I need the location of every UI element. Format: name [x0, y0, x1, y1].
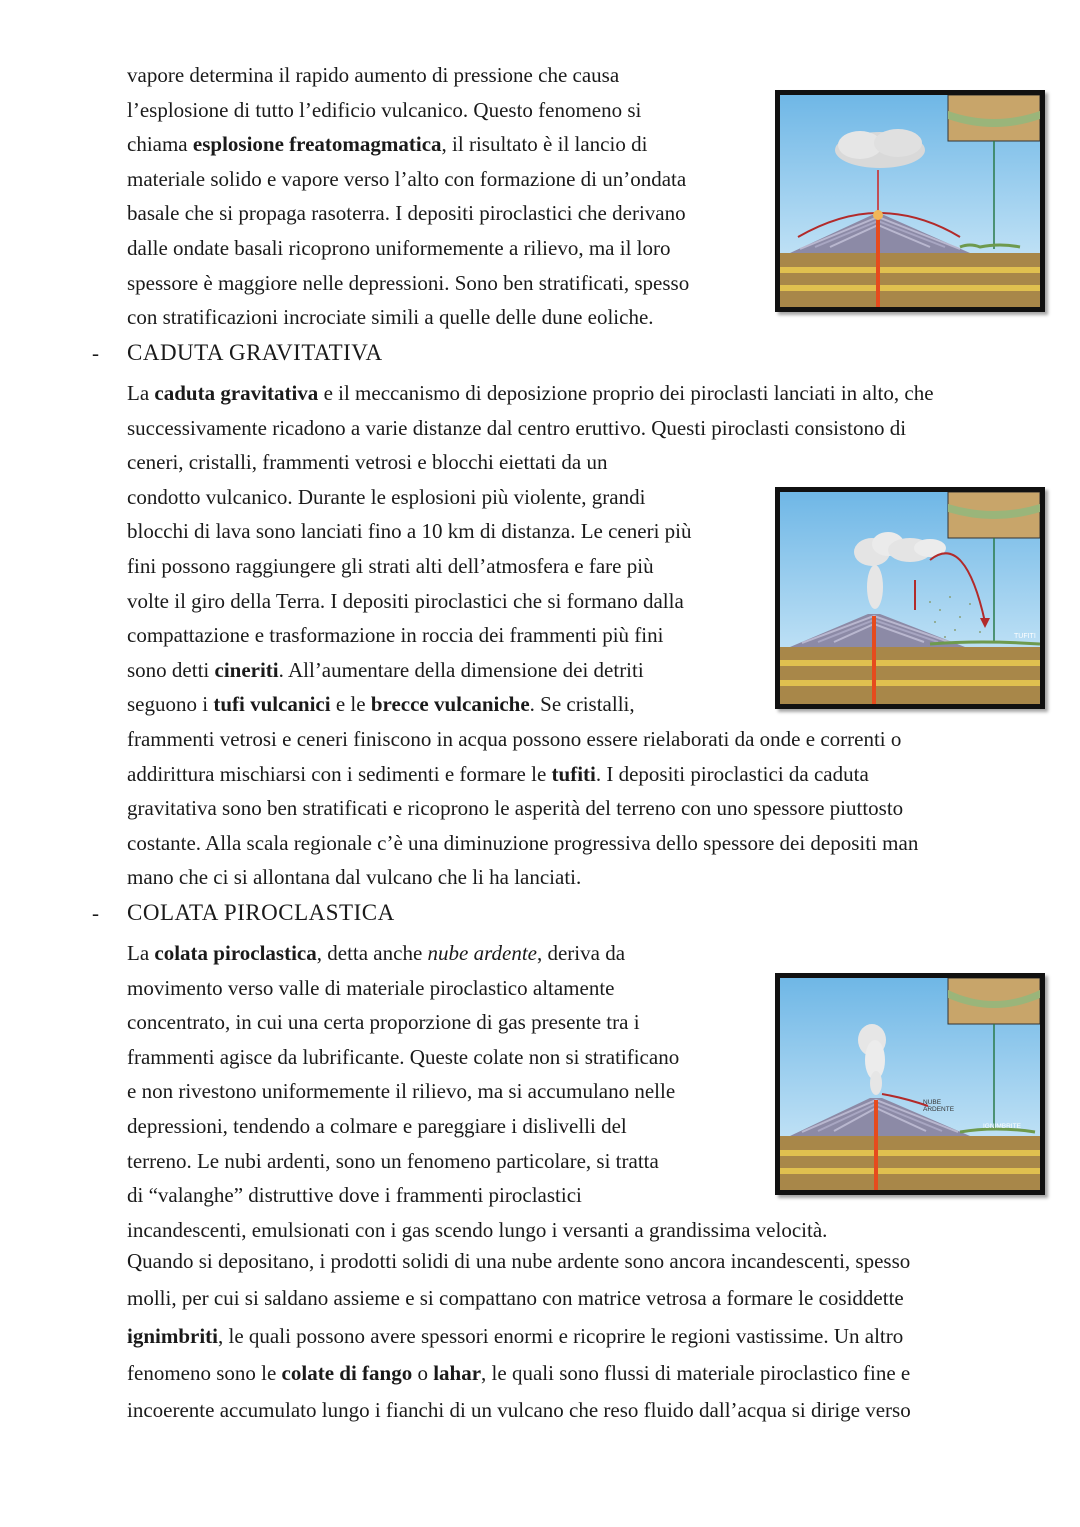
list-dash: - — [92, 341, 99, 365]
text-line — [127, 826, 918, 860]
ardente-label: ARDENTE — [923, 1106, 955, 1113]
text-run: fini possono raggiungere gli strati alti dell’atmosfera e fare più — [127, 554, 654, 578]
text-run: concentrato, in cui una certa proporzione di gas presente tra i — [127, 1010, 640, 1034]
text-run: chiama — [127, 132, 193, 156]
text-line — [127, 127, 647, 161]
text-run: blocchi di lava sono lanciati fino a 10 km di distanza. Le ceneri più — [127, 519, 692, 543]
text-line — [127, 971, 615, 1005]
text-line — [127, 653, 644, 687]
text-line — [127, 1213, 827, 1247]
text-line — [127, 266, 689, 300]
text-run: e il meccanismo di deposizione proprio dei piroclasti lanciati in alto, che — [318, 381, 934, 405]
text-run: molli, per cui si saldano assieme e si compattano con matrice vetrosa a formare le cosiddette — [127, 1286, 904, 1310]
text-run: , deriva da — [536, 941, 626, 965]
bold-term: ignimbriti — [127, 1324, 219, 1348]
text-run: ceneri, cristalli, frammenti vetrosi e blocchi eiettati da un — [127, 450, 608, 474]
text-run: sono detti — [127, 658, 215, 682]
text-run: , il risultato è il lancio di — [441, 132, 648, 156]
text-line — [127, 1244, 910, 1278]
figure-base-surge — [775, 90, 1045, 312]
text-run: e le — [330, 692, 371, 716]
text-run: movimento verso valle di materiale piroclastico altamente — [127, 976, 615, 1000]
text-line — [127, 411, 906, 445]
text-run: , le quali possono avere spessori enormi e ricoprire le regioni vastissime. Un altro — [218, 1324, 904, 1348]
text-line — [127, 93, 641, 127]
text-line — [127, 1281, 904, 1315]
text-run: depressioni, tendendo a colmare e pareggiare i dislivelli del — [127, 1114, 627, 1138]
text-run: compattazione e trasformazione in roccia dei frammenti più fini — [127, 623, 664, 647]
text-run: di “valanghe” distruttive dove i frammenti piroclastici — [127, 1183, 582, 1207]
text-run: vapore determina il rapido aumento di pressione che causa — [127, 63, 620, 87]
figure-fall-deposit — [775, 487, 1045, 709]
text-line — [127, 300, 654, 334]
text-line — [127, 231, 671, 265]
text-run: terreno. Le nubi ardenti, sono un fenomeno particolare, si tratta — [127, 1149, 659, 1173]
text-run: , le quali sono flussi di materiale piroclastico fine e — [481, 1361, 911, 1385]
text-line — [127, 376, 934, 410]
ignimbrite-label: IGNIMBRITE — [983, 1123, 1021, 1130]
text-run: materiale solido e vapore verso l’alto con formazione di un’ondata — [127, 167, 687, 191]
text-line — [127, 1005, 640, 1039]
text-run: Quando si depositano, i prodotti solidi di una nube ardente sono ancora incandescenti, spesso — [127, 1249, 911, 1273]
text-line — [127, 757, 869, 791]
text-run: spessore è maggiore nelle depressioni. Sono ben stratificati, spesso — [127, 271, 690, 295]
text-line — [127, 722, 901, 756]
text-run: costante. Alla scala regionale c’è una diminuzione progressiva dello spessore dei depositi man — [127, 831, 919, 855]
text-run: l’esplosione di tutto l’edificio vulcanico. Questo fenomeno si — [127, 98, 642, 122]
text-run: . I depositi piroclastici da caduta — [595, 762, 869, 786]
text-line — [127, 162, 686, 196]
text-line — [127, 1393, 911, 1427]
text-run: successivamente ricadono a varie distanze dal centro eruttivo. Questi piroclasti consistono di — [127, 416, 907, 440]
tufiti-label: TUFITI — [1014, 633, 1036, 640]
figure-pyroclastic-flow — [775, 973, 1045, 1195]
text-run: condotto vulcanico. Durante le esplosioni più violente, grandi — [127, 485, 646, 509]
base-surge-diagram — [780, 95, 1040, 307]
bold-term: tufiti — [551, 762, 596, 786]
text-run: o — [412, 1361, 434, 1385]
text-line — [127, 549, 654, 583]
text-line — [127, 445, 607, 479]
text-line — [127, 791, 903, 825]
text-line — [127, 196, 686, 230]
text-run: addirittura mischiarsi con i sedimenti e formare le — [127, 762, 552, 786]
text-line — [127, 936, 625, 970]
bold-term: colate di fango — [281, 1361, 413, 1385]
text-line — [127, 687, 635, 721]
text-run: basale che si propaga rasoterra. I depositi piroclastici che derivano — [127, 201, 686, 225]
bold-term: caduta gravitativa — [154, 381, 319, 405]
heading-caduta-gravitativa: CADUTA GRAVITATIVA — [127, 340, 383, 365]
text-run: incandescenti, emulsionati con i gas scendo lungo i versanti a grandissima velocità. — [127, 1218, 828, 1242]
bold-term: brecce vulcaniche — [370, 692, 530, 716]
text-line — [127, 1109, 627, 1143]
bold-term: esplosione freatomagmatica — [192, 132, 442, 156]
text-run: frammenti agisce da lubrificante. Queste colate non si stratificano — [127, 1045, 680, 1069]
text-run: incoerente accumulato lungo i fianchi di un vulcano che reso fluido dall’acqua si dirige verso — [127, 1398, 911, 1422]
text-line — [127, 1356, 910, 1390]
bold-term: lahar — [433, 1361, 482, 1385]
text-run: gravitativa sono ben stratificati e ricoprono le asperità del terreno con uno spessore piuttosto — [127, 796, 904, 820]
text-run: volte il giro della Terra. I depositi piroclastici che si formano dalla — [127, 589, 684, 613]
heading-colata-piroclastica: COLATA PIROCLASTICA — [127, 900, 395, 925]
text-run: seguono i — [127, 692, 214, 716]
text-run: fenomeno sono le — [127, 1361, 282, 1385]
text-line — [127, 1040, 679, 1074]
text-run: La — [127, 381, 155, 405]
bold-term: tufi vulcanici — [213, 692, 331, 716]
text-run: mano che ci si allontana dal vulcano che li ha lanciati. — [127, 865, 582, 889]
pyroclastic-flow-diagram — [780, 978, 1040, 1190]
text-run: . Se cristalli, — [529, 692, 635, 716]
text-run: . All’aumentare della dimensione dei detriti — [278, 658, 644, 682]
text-line — [127, 860, 581, 894]
text-line — [127, 480, 645, 514]
text-line — [127, 1178, 582, 1212]
italic-term: nube ardente — [427, 941, 537, 965]
text-run: frammenti vetrosi e ceneri finiscono in acqua possono essere rielaborati da onde e correnti o — [127, 727, 902, 751]
fall-deposit-diagram — [780, 492, 1040, 704]
text-run: dalle ondate basali ricoprono uniformemente a rilievo, ma il loro — [127, 236, 671, 260]
text-run: con stratificazioni incrociate simili a quelle delle dune eoliche. — [127, 305, 654, 329]
text-line — [127, 514, 692, 548]
nube-label: NUBE — [923, 1099, 942, 1106]
list-dash: - — [92, 901, 99, 925]
text-run: , detta anche — [316, 941, 428, 965]
text-line — [127, 1319, 903, 1353]
text-run: La — [127, 941, 155, 965]
text-line — [127, 1074, 675, 1108]
text-line — [127, 1144, 659, 1178]
text-line — [127, 584, 684, 618]
text-line — [127, 58, 619, 92]
text-run: e non rivestono uniformemente il rilievo, ma si accumulano nelle — [127, 1079, 676, 1103]
text-line — [127, 618, 663, 652]
bold-term: cineriti — [214, 658, 279, 682]
bold-term: colata piroclastica — [154, 941, 317, 965]
